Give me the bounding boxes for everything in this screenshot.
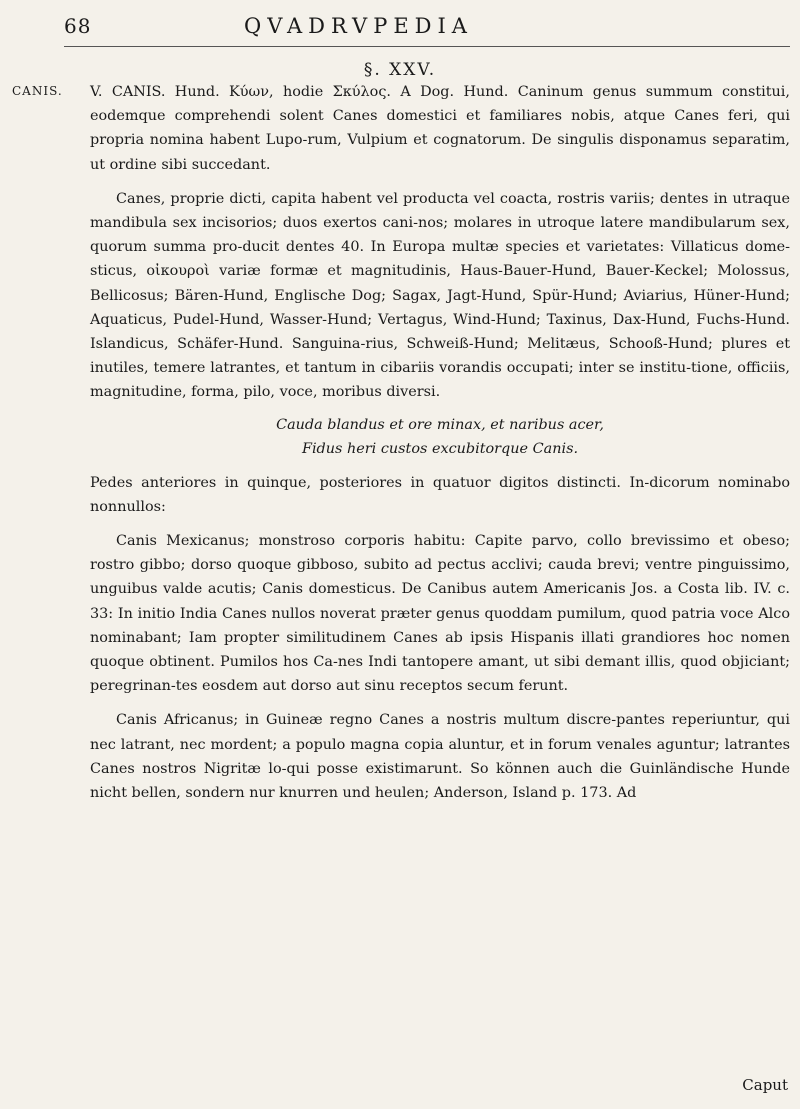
paragraph-canis-intro: V. CANIS. Hund. Κύων, hodie Σκύλος. A Dog. Hund. Caninum genus summum constitui, eodemque comprehendi solent Canes domestici et familiares nobis, atque Canes feri, qui propria nomina habent Lupo-rum, Vulpium et cognatorum. De singulis disponamus separatim, ut ordine sibi succedant. bbox=[90, 84, 790, 173]
verse-quote bbox=[90, 413, 790, 461]
paragraph-canis-mexicanus: Canis Mexicanus; monstroso corporis habitu: Capite parvo, collo brevissimo et obeso; rostro gibbo; dorso quoque gibboso, subito ad pectus acclivi; cauda brevi; ventre pinguissimo, unguibus valde acutis; Canis domesticus. De Canibus autem Americanis Jos. a Costa lib. IV. c. 33: In initio India Canes nullos noverat præter genus quoddam pumilum, quod patria voce Alco nominabant; Iam propter similitudinem Canes ab ipsis Hispanis illati grandiores hoc nomen quoque obtinent. Pumilos hos Ca-nes Indi tantopere amant, ut sibi demant illis, quod objiciant; peregrinan-tes eosdem aut dorso aut sinu receptos secum ferunt. bbox=[90, 533, 790, 695]
paragraph-pedes: Pedes anteriores in quinque, posteriores in quatuor digitos distincti. In-dicorum nominabo nonnullos: bbox=[90, 474, 790, 515]
body-text bbox=[90, 80, 790, 805]
verse-line: Cauda blandus et ore minax, et naribus acer, bbox=[276, 416, 604, 433]
paragraph-canes-proprie: Canes, proprie dicti, capita habent vel producta vel coacta, rostris variis; dentes in utraque mandibula sex incisorios; duos exertos cani-nos; molares in utroque latere mandibularum sex, quorum summa pro-ducit dentes 40. In Europa multæ species et varietates: Villaticus dome-sticus, οἰκουροὶ variæ formæ et magnitudinis, Haus-Bauer-Hund, Bauer-Keckel; Molossus, Bellicosus; Bären-Hund, Englische Dog; Sagax, Jagt-Hund, Spür-Hund; Aviarius, Hüner-Hund; Aquaticus, Pudel-Hund, Wasser-Hund; Vertagus, Wind-Hund; Taxinus, Dax-Hund, Fuchs-Hund. Islandicus, Schäfer-Hund. Sanguina-rius, Schweiß-Hund; Melitæus, Schooß-Hund; plures et inutiles, temere latrantes, et tantum in cibariis vorandis occupati; inter se institu-tione, officiis, magnitudine, forma, pilo, voce, moribus diversi. bbox=[90, 190, 790, 401]
section-heading: §. XXV. bbox=[363, 60, 437, 80]
catchword: Caput bbox=[742, 1076, 788, 1094]
margin-note: CANIS. bbox=[12, 84, 63, 98]
running-title: QVADRVPEDIA bbox=[244, 14, 473, 38]
verse-line: Fidus heri custos excubitorque Canis. bbox=[301, 440, 579, 457]
page-number: 68 bbox=[64, 14, 92, 38]
header-rule bbox=[64, 46, 790, 47]
paragraph-canis-africanus: Canis Africanus; in Guineæ regno Canes a nostris multum discre-pantes reperiuntur, qui nec latrant, nec mordent; a populo magna copia aluntur, et in forum venales aguntur; latrantes Canes nostros Nigritæ lo-qui posse existimarunt. So können auch die Guinländische Hunde nicht bellen, sondern nur knurren und heulen; Anderson, Island p. 173. Ad bbox=[90, 712, 790, 802]
